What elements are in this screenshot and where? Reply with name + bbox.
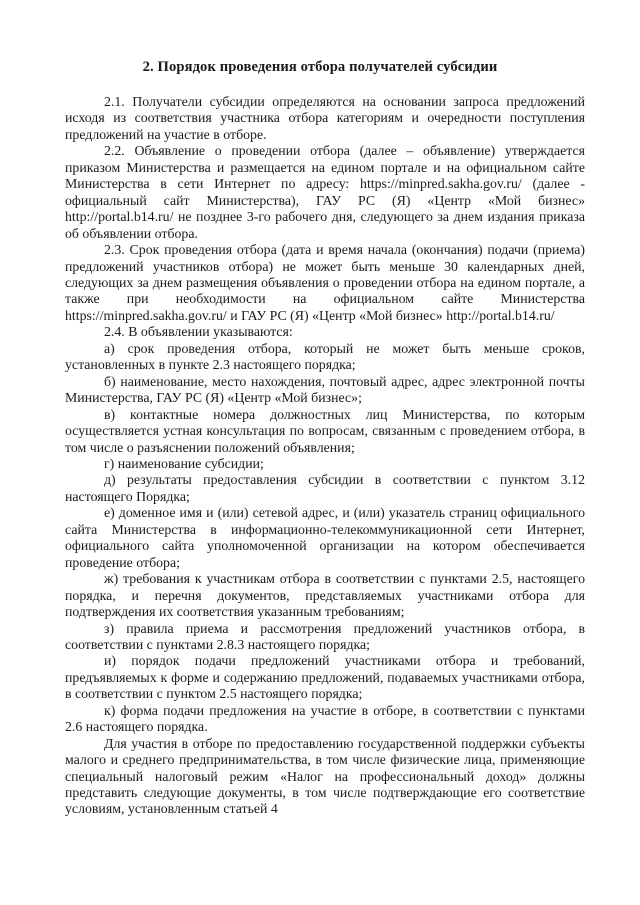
paragraph-2-3: 2.3. Срок проведения отбора (дата и время начала (окончания) подачи (приема) предложений участников отбора) не может быть меньше 30 календарных дней, следующих за днем размещения объявления о проведении отбора на едином портале, а также при необходимости на официальном сайте Министерства https://minpred.sakha.gov.ru/ и ГАУ РС (Я) «Центр «Мой бизнес» http://portal.b14.ru/ — [65, 242, 585, 323]
list-item-v: в) контактные номера должностных лиц Министерства, по которым осуществляется устная консультация по вопросам, связанным с проведением отбора, в том числе о разъяснении положений объявления; — [65, 406, 585, 455]
paragraph-2-1: 2.1. Получатели субсидии определяются на основании запроса предложений исходя из соответствия участника отбора категориям и очередности поступления предложений на участие в отборе. — [65, 94, 585, 142]
list-item-zh: ж) требования к участникам отбора в соответствии с пунктами 2.5, настоящего порядка, и перечня документов, представляемых участниками отбора для подтверждения их соответствия указанным требованиям; — [65, 571, 585, 620]
list-item-g: г) наименование субсидии; — [104, 455, 264, 471]
list-item-i: и) порядок подачи предложений участниками отбора и требований, предъявляемых к форме и содержанию предложений, подаваемых участниками отбора, в соответствии с пунктом 2.5 настоящего порядка; — [65, 653, 585, 702]
paragraph-2-2: 2.2. Объявление о проведении отбора (далее – объявление) утверждается приказом Министерства и размещается на едином портале и на официальном сайте Министерства в сети Интернет по адресу: https://minpred.sakha.gov.ru/ (далее - официальный сайт Министерства), ГАУ РС (Я) «Центр «Мой бизнес» http://portal.b14.ru/ не позднее 3-го рабочего дня, следующего за днем издания приказа об объявлении отбора. — [65, 143, 585, 241]
document-body — [65, 94, 585, 818]
paragraph-2-4: 2.4. В объявлении указываются: — [104, 324, 293, 340]
list-item-z: з) правила приема и рассмотрения предложений участников отбора, в соответствии с пунктами 2.8.3 настоящего порядка; — [65, 620, 585, 652]
section-heading: 2. Порядок проведения отбора получателей субсидии — [142, 59, 498, 75]
list-item-b: б) наименование, место нахождения, почтовый адрес, адрес электронной почты Министерства, ГАУ РС (Я) «Центр «Мой бизнес»; — [65, 373, 585, 406]
list-item-d: д) результаты предоставления субсидии в соответствии с пунктом 3.12 настоящего Порядка; — [65, 472, 585, 504]
list-item-e: е) доменное имя и (или) сетевой адрес, и (или) указатель страниц официального сайта Министерства в информационно-телекоммуникационной сети Интернет, официального сайта уполномоченной организации на котором обеспечивается проведение отбора; — [65, 505, 585, 570]
paragraph-participation: Для участия в отборе по предоставлению государственной поддержки субъекты малого и среднего предпринимательства, в том числе физические лица, применяющие специальный налоговый режим «Налог на профессиональный доход» должны представить следующие документы, в том числе подтверждающие его соответствие условиям, установленным статьей 4 — [65, 735, 585, 817]
list-item-a: а) срок проведения отбора, который не может быть меньше сроков, установленных в пункте 2.3 настоящего порядка; — [65, 340, 585, 373]
list-item-k: к) форма подачи предложения на участие в отборе, в соответствии с пунктами 2.6 настоящего порядка. — [65, 702, 585, 735]
